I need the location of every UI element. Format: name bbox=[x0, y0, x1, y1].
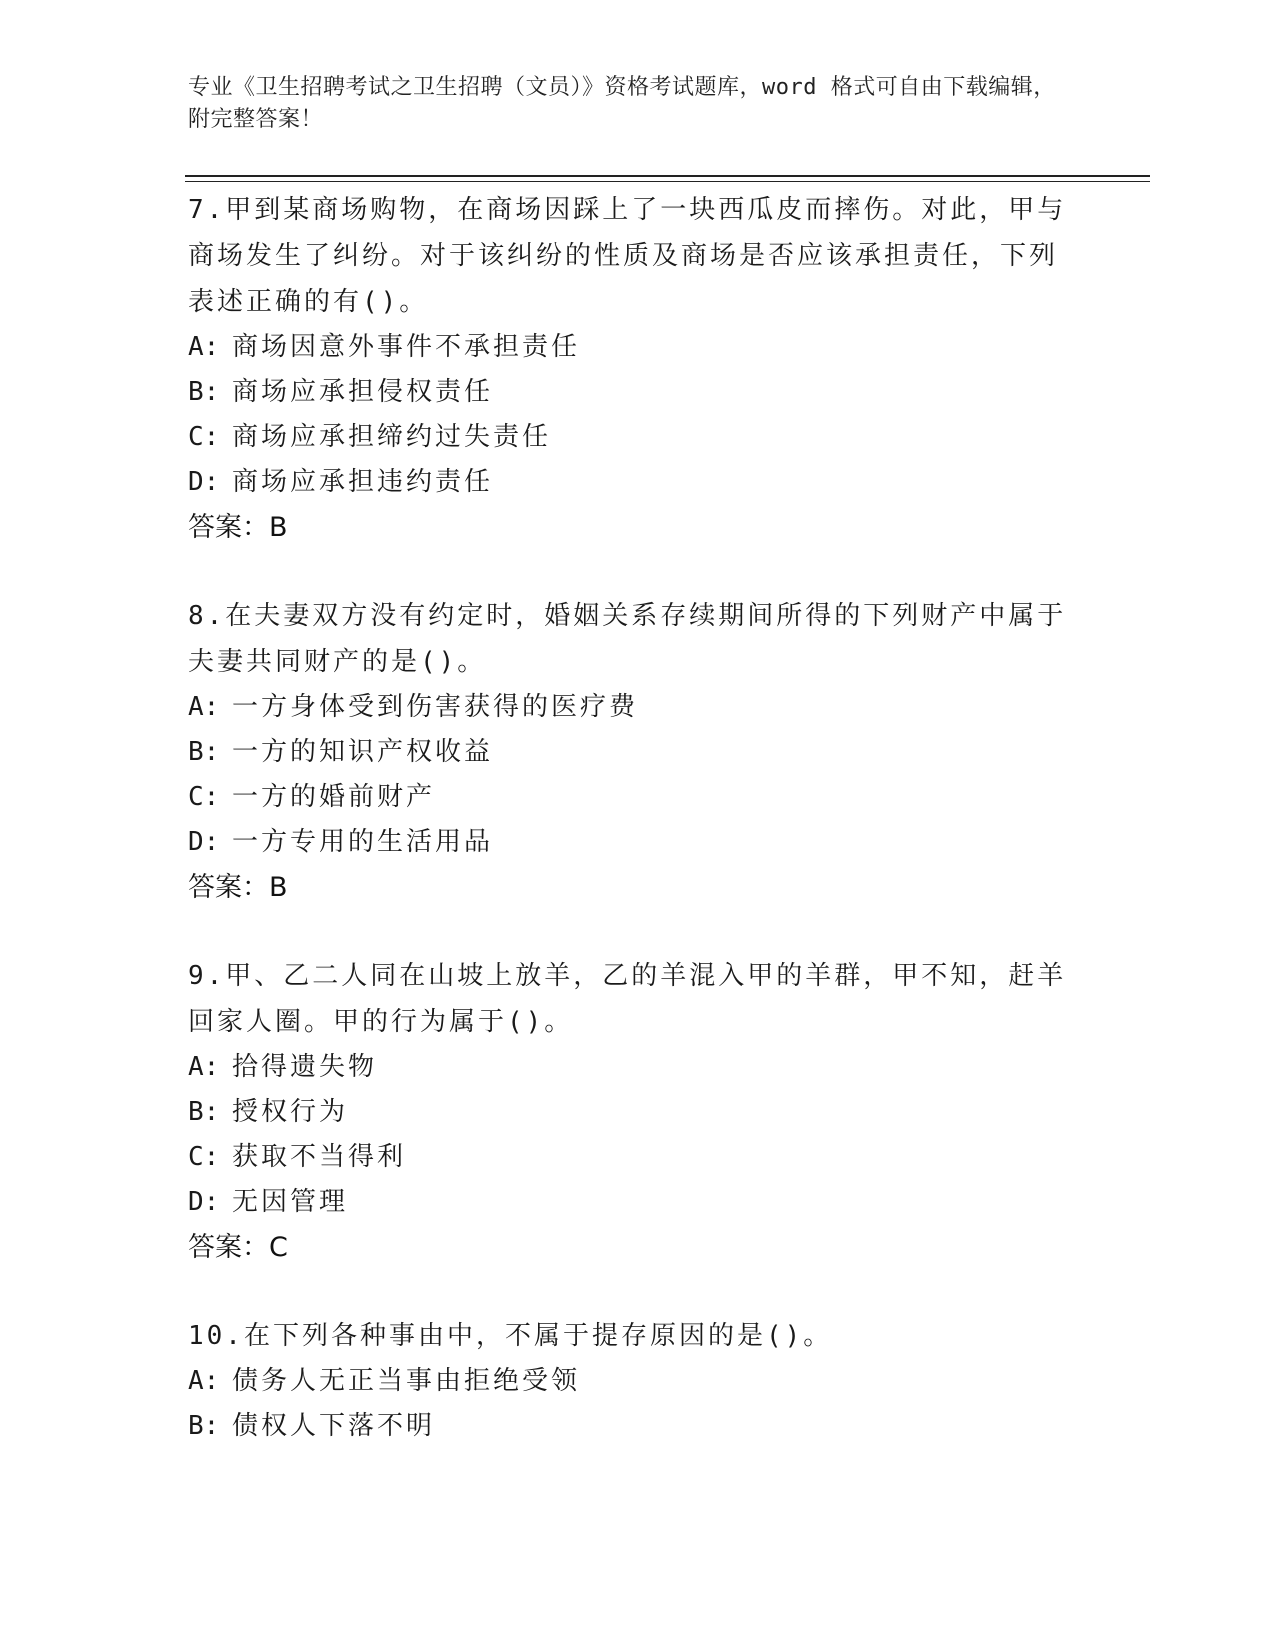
option-c bbox=[188, 775, 1068, 820]
option-text: 一方的婚前财产 bbox=[232, 782, 436, 812]
option-d bbox=[188, 1180, 1068, 1225]
question-stem: 9.甲、乙二人同在山坡上放羊，乙的羊混入甲的羊群，甲不知，赶羊回家人圈。甲的行为属于()。 bbox=[188, 961, 1067, 1037]
option-text: 一方专用的生活用品 bbox=[232, 827, 494, 857]
option-b bbox=[188, 1090, 1068, 1135]
option-a bbox=[188, 685, 1068, 730]
option-text: 一方身体受到伤害获得的医疗费 bbox=[232, 692, 639, 722]
option-text: 商场因意外事件不承担责任 bbox=[232, 332, 581, 362]
option-key: D: bbox=[188, 827, 220, 857]
option-text: 拾得遗失物 bbox=[232, 1052, 378, 1082]
option-d bbox=[188, 820, 1068, 865]
option-key: D: bbox=[188, 1187, 220, 1217]
option-a bbox=[188, 1045, 1068, 1090]
option-a bbox=[188, 325, 1068, 370]
question-stem: 8.在夫妻双方没有约定时，婚姻关系存续期间所得的下列财产中属于夫妻共同财产的是()。 bbox=[188, 601, 1067, 677]
option-d bbox=[188, 460, 1068, 505]
option-key: B: bbox=[188, 377, 220, 407]
question-9 bbox=[188, 953, 1068, 1271]
document-header: 专业《卫生招聘考试之卫生招聘（文员）》资格考试题库，word 格式可自由下载编辑，附完整答案！ bbox=[188, 75, 1056, 132]
option-key: A: bbox=[188, 332, 220, 362]
question-stem: 7.甲到某商场购物，在商场因踩上了一块西瓜皮而摔伤。对此，甲与商场发生了纠纷。对于该纠纷的性质及商场是否应该承担责任，下列表述正确的有()。 bbox=[188, 195, 1067, 317]
question-10 bbox=[188, 1313, 1068, 1449]
answer-value: C bbox=[269, 1232, 288, 1263]
answer-line bbox=[188, 505, 1068, 551]
option-key: A: bbox=[188, 1052, 220, 1082]
answer-value: B bbox=[269, 872, 288, 903]
header-divider-thin bbox=[185, 181, 1150, 182]
option-key: B: bbox=[188, 737, 220, 767]
option-a bbox=[188, 1359, 1068, 1404]
option-b bbox=[188, 370, 1068, 415]
answer-label: 答案： bbox=[188, 512, 269, 543]
question-7 bbox=[188, 187, 1068, 551]
option-text: 商场应承担缔约过失责任 bbox=[232, 422, 552, 452]
option-b bbox=[188, 1404, 1068, 1449]
option-text: 商场应承担侵权责任 bbox=[232, 377, 494, 407]
answer-value: B bbox=[269, 512, 288, 543]
option-text: 无因管理 bbox=[232, 1187, 349, 1217]
option-text: 商场应承担违约责任 bbox=[232, 467, 494, 497]
option-key: A: bbox=[188, 692, 220, 722]
answer-label: 答案： bbox=[188, 1232, 269, 1263]
option-text: 一方的知识产权收益 bbox=[232, 737, 494, 767]
option-b bbox=[188, 730, 1068, 775]
option-key: C: bbox=[188, 782, 220, 812]
option-key: D: bbox=[188, 467, 220, 497]
option-key: B: bbox=[188, 1097, 220, 1127]
question-stem: 10.在下列各种事由中，不属于提存原因的是()。 bbox=[188, 1321, 833, 1351]
option-key: C: bbox=[188, 1142, 220, 1172]
header-divider-thick bbox=[185, 175, 1150, 177]
question-8 bbox=[188, 593, 1068, 911]
option-c bbox=[188, 1135, 1068, 1180]
option-text: 债权人下落不明 bbox=[232, 1411, 436, 1441]
answer-line bbox=[188, 1225, 1068, 1271]
option-key: C: bbox=[188, 422, 220, 452]
option-text: 授权行为 bbox=[232, 1097, 349, 1127]
question-list bbox=[188, 187, 1068, 1491]
answer-line bbox=[188, 865, 1068, 911]
option-key: B: bbox=[188, 1411, 220, 1441]
answer-label: 答案： bbox=[188, 872, 269, 903]
option-text: 债务人无正当事由拒绝受领 bbox=[232, 1366, 581, 1396]
option-key: A: bbox=[188, 1366, 220, 1396]
option-text: 获取不当得利 bbox=[232, 1142, 407, 1172]
option-c bbox=[188, 415, 1068, 460]
